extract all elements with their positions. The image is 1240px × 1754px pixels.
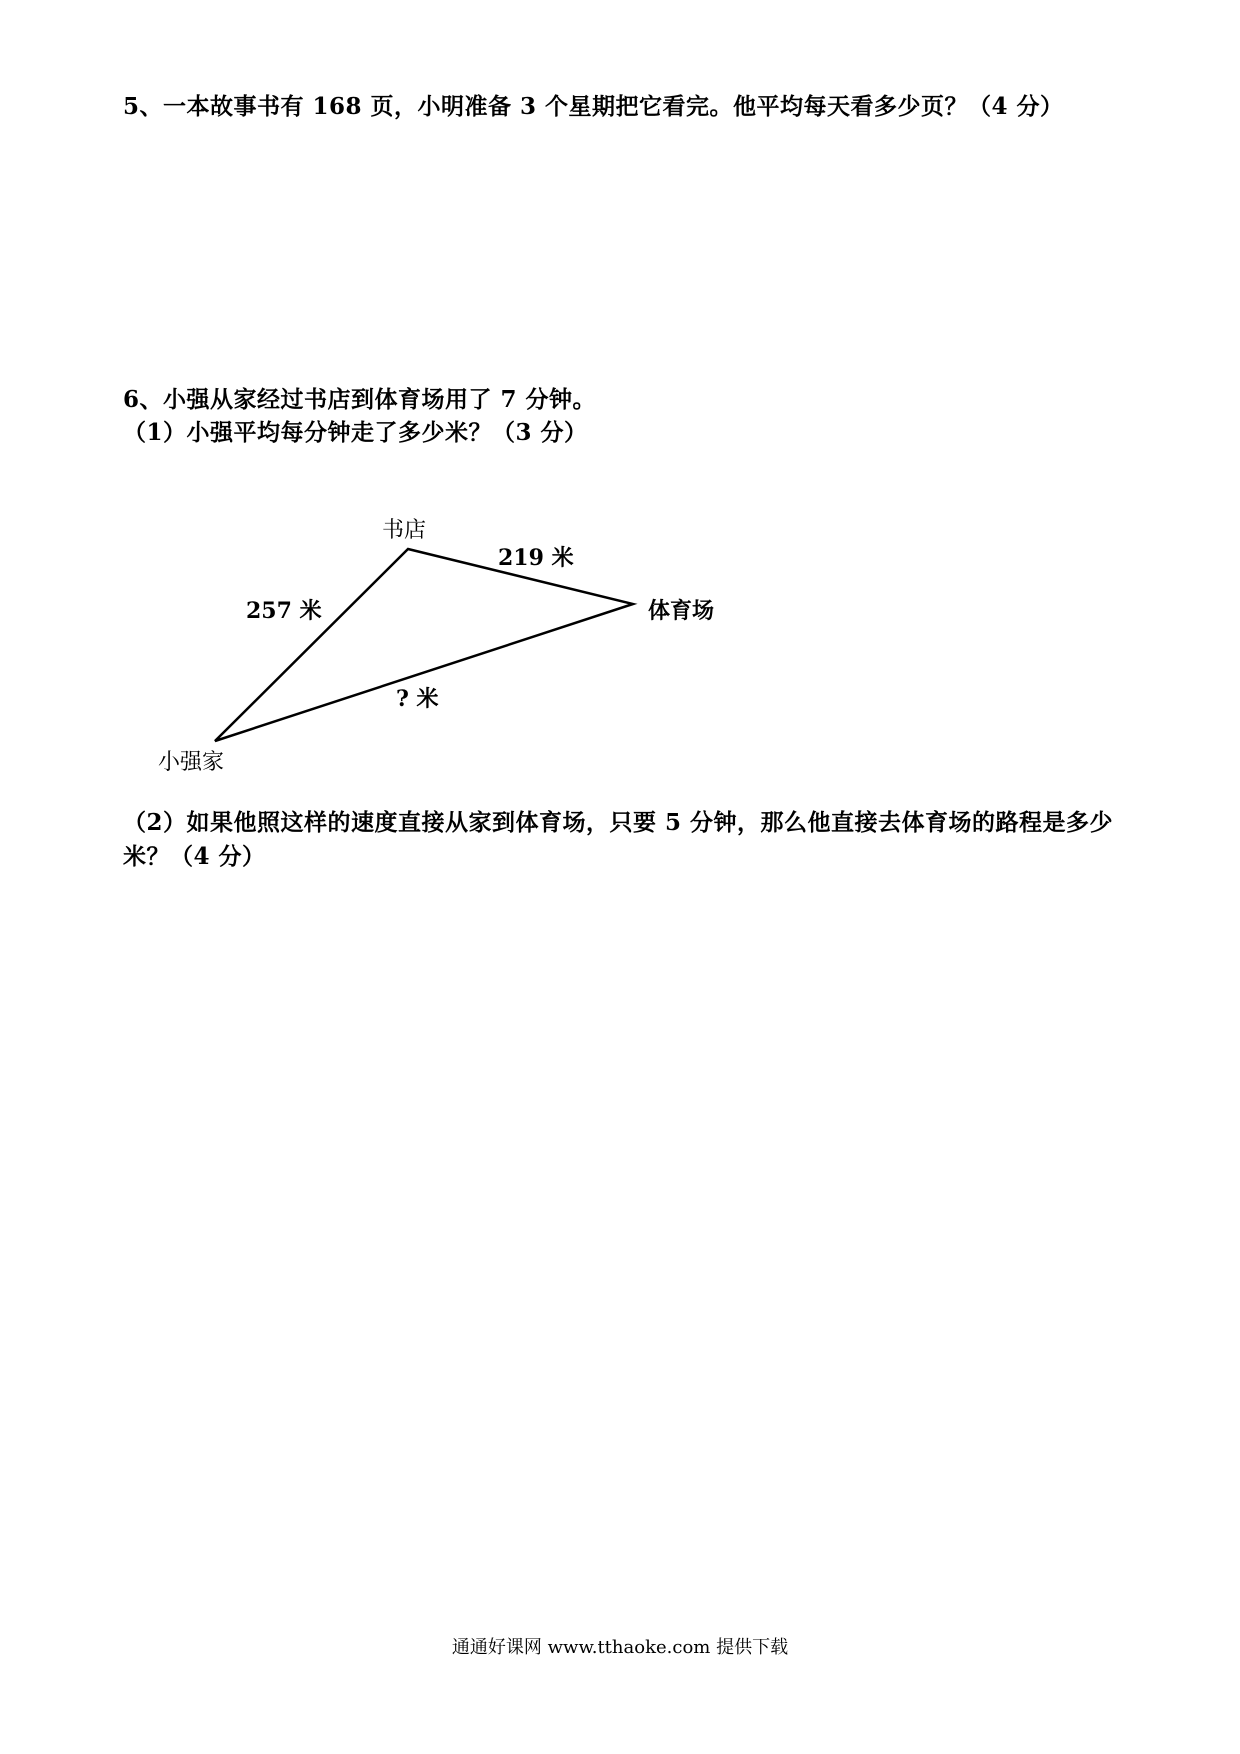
label-home: 小强家 <box>158 750 225 775</box>
question-6: 6、小强从家经过书店到体育场用了 7 分钟。 <box>123 386 597 413</box>
question-6-part-2-line-2: 米？（4 分） <box>123 843 266 870</box>
label-distance-home-stadium: ? 米 <box>396 686 439 712</box>
label-stadium: 体育场 <box>648 598 715 624</box>
route-triangle <box>215 549 633 741</box>
label-distance-bookstore-stadium: 219 米 <box>498 545 574 571</box>
footer-source: 通通好课网 www.tthaoke.com 提供下载 <box>451 1637 789 1658</box>
label-distance-home-bookstore: 257 米 <box>246 598 322 624</box>
question-6-part-1: （1）小强平均每分钟走了多少米？（3 分） <box>123 419 588 446</box>
label-bookstore: 书店 <box>382 518 427 543</box>
question-6-part-2-line-1: （2）如果他照这样的速度直接从家到体育场，只要 5 分钟，那么他直接去体育场的路程是多少 <box>123 809 1114 836</box>
question-5: 5、一本故事书有 168 页，小明准备 3 个星期把它看完。他平均每天看多少页？（4 分） <box>123 93 1064 120</box>
